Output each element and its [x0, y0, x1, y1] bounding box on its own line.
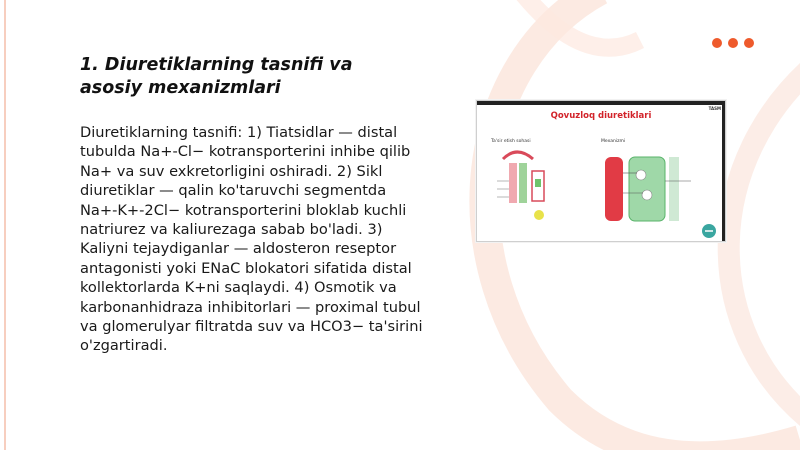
- accent-dots: [712, 38, 754, 48]
- accent-dot: [744, 38, 754, 48]
- nephron-diagram: [477, 101, 725, 241]
- accent-dot: [728, 38, 738, 48]
- figure-title: Qovuzloq diuretiklari: [550, 111, 652, 121]
- figure-logo: TASM: [708, 106, 721, 111]
- figure-left-label: Ta'sir etish sohasi: [491, 139, 531, 144]
- figure-right-label: Mexanizmi: [601, 139, 626, 144]
- nephron-loop-illustration: [497, 152, 544, 220]
- slide-title: 1. Diuretiklarning tasnifi va asosiy mexanizmlari: [80, 55, 353, 98]
- accent-dot: [712, 38, 722, 48]
- figure-right-border: [722, 101, 725, 241]
- transport-mechanism-illustration: [605, 157, 716, 238]
- diuretics-figure: [476, 100, 726, 242]
- slide-body-text: Diuretiklarning tasnifi: 1) Tiatsidlar — distal tubulda Na+-Cl− kotransporterini inhibe qilib Na+ va suv exkretorligini oshiradi. 2) Sikl diuretiklar — qalin ko'taruvchi segmentda Na+-K+-2Cl− kotransporterini bloklab kuchli natriurez va kaliurezaga sabab bo'ladi. 3) Kaliyni tejaydiganlar — aldosteron reseptor antagonisti yoki ENaC blokatori sifatida distal kollektorlarda K+ni saqlaydi. 4) Osmotik va karbonanhidraza inhibitorlari — proximal tubul va glomerulyar filtratda suv va HCO3− ta'sirini o'zgartiradi.: [80, 124, 423, 355]
